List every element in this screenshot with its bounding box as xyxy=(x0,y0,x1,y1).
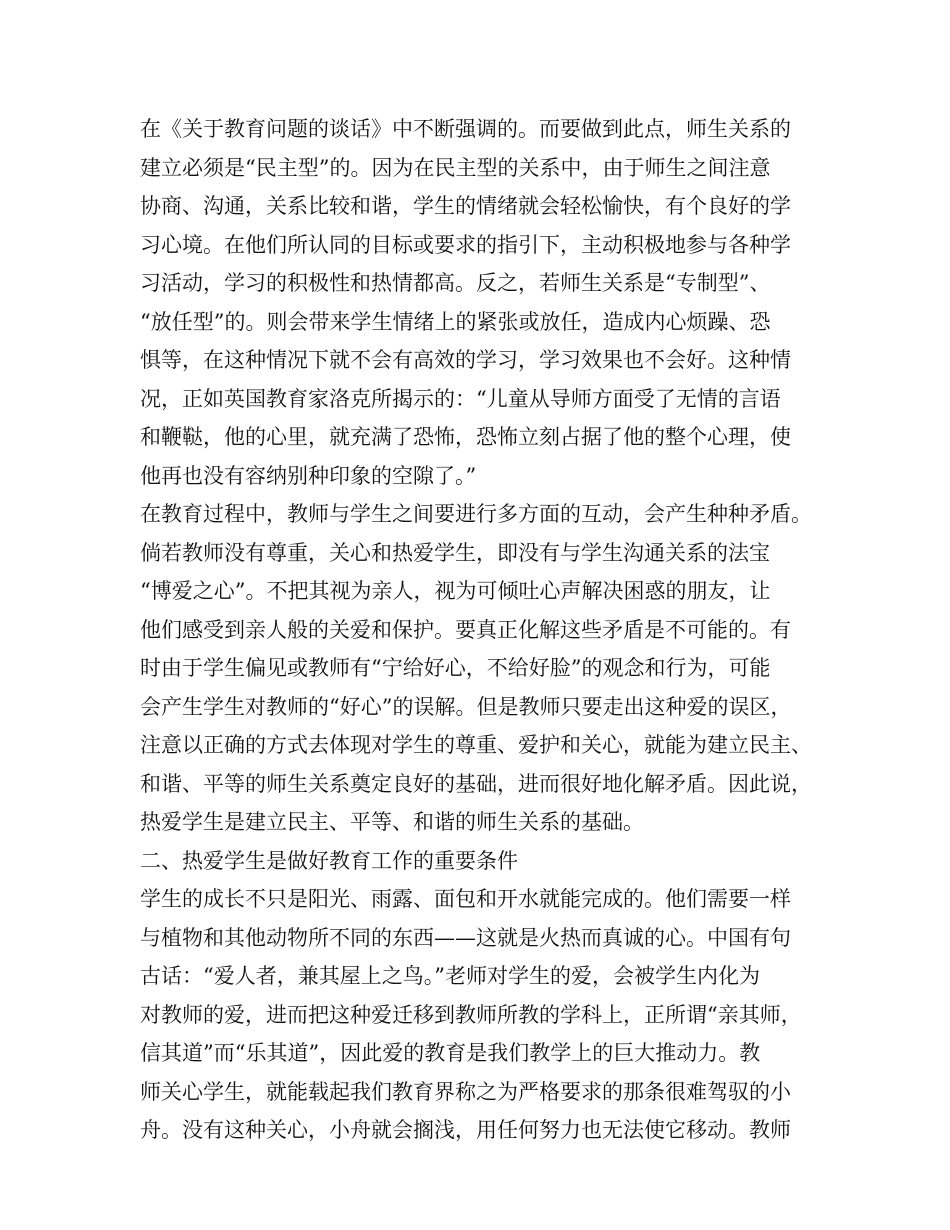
text-line: 在《关于教育问题的谈话》中不断强调的。而要做到此点，师生关系的 xyxy=(140,117,791,141)
text-line: 会产生学生对教师的“好心”的误解。但是教师只要走出这种爱的误区， xyxy=(140,694,792,719)
section-heading: 二、热爱学生是做好教育工作的重要条件 xyxy=(140,848,518,873)
text-line: 况，正如英国教育家洛克所揭示的：“儿童从导师方面受了无情的言语 xyxy=(140,386,781,411)
text-line: 和鞭鞑，他的心里，就充满了恐怖，恐怖立刻占据了他的整个心理，使 xyxy=(140,425,791,449)
text-line: 和谐、平等的师生关系奠定良好的基础，进而很好地化解矛盾。因此说， xyxy=(140,771,812,796)
text-line: 他再也没有容纳别种印象的空隙了。” xyxy=(140,463,477,488)
text-line: 学生的成长不只是阳光、雨露、面包和开水就能完成的。他们需要一样 xyxy=(140,887,791,911)
document-body xyxy=(140,110,820,1150)
text-line: 热爱学生是建立民主、平等、和谐的师生关系的基础。 xyxy=(140,810,644,834)
text-line: 惧等，在这种情况下就不会有高效的学习，学习效果也不会好。这种情 xyxy=(140,348,791,372)
text-line: 师关心学生，就能载起我们教育界称之为严格要求的那条很难驾驭的小 xyxy=(140,1079,791,1104)
text-line: 时由于学生偏见或教师有“宁给好心，不给好脸”的观念和行为，可能 xyxy=(140,656,771,680)
text-line: 建立必须是“民主型”的。因为在民主型的关系中，由于师生之间注意 xyxy=(140,155,771,180)
text-line: “放任型”的。则会带来学生情绪上的紧张或放任，造成内心烦躁、恐 xyxy=(140,309,771,334)
text-line: 信其道”而“乐其道”，因此爱的教育是我们教学上的巨大推动力。教 xyxy=(140,1041,761,1065)
text-line: 古话：“爱人者，兼其屋上之鸟。”老师对学生的爱，会被学生内化为 xyxy=(140,964,760,988)
text-line: 他们感受到亲人般的关爱和保护。要真正化解这些矛盾是不可能的。有 xyxy=(140,617,791,642)
text-line: “博爱之心”。不把其视为亲人，视为可倾吐心声解决困惑的朋友，让 xyxy=(140,579,771,603)
text-line: 倘若教师没有尊重，关心和热爱学生，即没有与学生沟通关系的法宝 xyxy=(140,540,770,565)
text-line: 舟。没有这种关心，小舟就会搁浅，用任何努力也无法使它移动。教师 xyxy=(140,1118,791,1142)
text-line: 在教育过程中，教师与学生之间要进行多方面的互动，会产生种种矛盾。 xyxy=(140,502,812,526)
text-line: 习活动，学习的积极性和热情都高。反之，若师生关系是“专制型”、 xyxy=(140,271,771,295)
text-line: 与植物和其他动物所不同的东西——这就是火热而真诚的心。中国有句 xyxy=(140,925,791,950)
text-line: 对教师的爱，进而把这种爱迁移到教师所教的学科上，正所谓“亲其师， xyxy=(140,1002,802,1027)
text-line: 习心境。在他们所认同的目标或要求的指引下，主动积极地参与各种学 xyxy=(140,232,791,257)
text-line: 注意以正确的方式去体现对学生的尊重、爱护和关心，就能为建立民主、 xyxy=(140,733,812,757)
text-line: 协商、沟通，关系比较和谐，学生的情绪就会轻松愉快，有个良好的学 xyxy=(140,194,791,218)
